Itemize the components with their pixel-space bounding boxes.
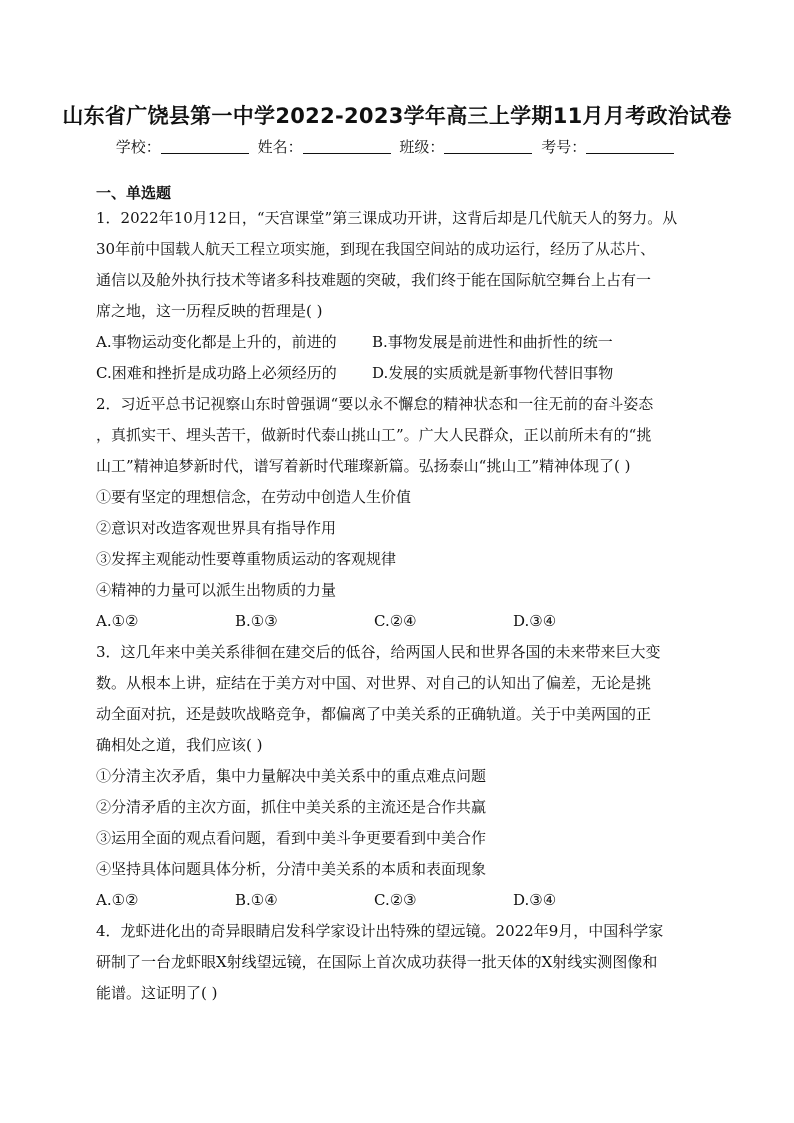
- option-d[interactable]: D.发展的实质就是新事物代替旧事物: [372, 364, 614, 382]
- option-a[interactable]: A.①②: [96, 891, 139, 909]
- statement: ①分清主次矛盾，集中力量解决中美关系中的重点难点问题: [96, 767, 487, 785]
- number-field[interactable]: [586, 139, 674, 154]
- question-stem-line: ，真抓实干、埋头苦干，做新时代泰山挑山工”。广大人民群众，正以前所未有的“挑: [96, 426, 652, 444]
- question-stem-line: 通信以及舱外执行技术等诸多科技难题的突破，我们终于能在国际航空舞台上占有一: [96, 271, 652, 289]
- options-row: [96, 885, 698, 916]
- question-stem-line: 动全面对抗，还是鼓吹战略竞争，都偏离了中美关系的正确轨道。关于中美两国的正: [96, 705, 652, 723]
- question-2: [96, 389, 698, 637]
- question-list: [96, 203, 698, 1009]
- option-b[interactable]: B.事物发展是前进性和曲折性的统一: [372, 333, 613, 351]
- statement: ③发挥主观能动性要尊重物质运动的客观规律: [96, 550, 397, 568]
- student-info-row: [0, 136, 794, 157]
- options-row: [96, 358, 698, 389]
- option-a[interactable]: A.事物运动变化都是上升的，前进的: [96, 333, 337, 351]
- school-label: 学校：: [115, 138, 161, 156]
- question-stem-line: 数。从根本上讲，症结在于美方对中国、对世界、对自己的认知出了偏差，无论是挑: [96, 674, 652, 692]
- class-label: 班级：: [399, 138, 445, 156]
- statement: ②分清矛盾的主次方面，抓住中美关系的主流还是合作共赢: [96, 798, 487, 816]
- question-stem-line: 确相处之道，我们应该( ): [96, 736, 263, 754]
- option-a[interactable]: A.①②: [96, 612, 139, 630]
- option-c[interactable]: C.困难和挫折是成功路上必须经历的: [96, 364, 337, 382]
- question-stem-line: 4．龙虾进化出的奇异眼睛启发科学家设计出特殊的望远镜。2022年9月，中国科学家: [96, 922, 664, 940]
- statement: ①要有坚定的理想信念，在劳动中创造人生价值: [96, 488, 412, 506]
- option-b[interactable]: B.①④: [235, 891, 278, 909]
- question-stem-line: 能谱。这证明了( ): [96, 984, 218, 1002]
- options-row: [96, 327, 698, 358]
- name-label: 姓名：: [257, 138, 303, 156]
- question-stem-line: 山工”精神追梦新时代，谱写着新时代璀璨新篇。弘扬泰山“挑山工”精神体现了( ): [96, 457, 631, 475]
- question-3: [96, 637, 698, 916]
- option-d[interactable]: D.③④: [513, 891, 557, 909]
- question-stem-line: 研制了一台龙虾眼X射线望远镜，在国际上首次成功获得一批天体的X射线实测图像和: [96, 953, 658, 971]
- question-4: [96, 916, 698, 1009]
- question-stem-line: 席之地，这一历程反映的哲理是( ): [96, 302, 323, 320]
- question-stem-line: 1．2022年10月12日，“天宫课堂”第三课成功开讲，这背后却是几代航天人的努力。从: [96, 209, 678, 227]
- question-stem-line: 2．习近平总书记视察山东时曾强调“要以永不懈怠的精神状态和一往无前的奋斗姿态: [96, 395, 654, 413]
- option-c[interactable]: C.②④: [374, 612, 417, 630]
- statement: ④精神的力量可以派生出物质的力量: [96, 581, 337, 599]
- school-field[interactable]: [161, 139, 249, 154]
- question-stem-line: 30年前中国载人航天工程立项实施，到现在我国空间站的成功运行，经历了从芯片、: [96, 240, 656, 258]
- question-1: [96, 203, 698, 389]
- options-row: [96, 606, 698, 637]
- option-d[interactable]: D.③④: [513, 612, 557, 630]
- statement: ③运用全面的观点看问题，看到中美斗争更要看到中美合作: [96, 829, 487, 847]
- section-title: 一、单选题: [96, 184, 172, 202]
- statement: ④坚持具体问题具体分析，分清中美关系的本质和表面现象: [96, 860, 487, 878]
- question-stem-line: 3．这几年来中美关系徘徊在建交后的低谷，给两国人民和世界各国的未来带来巨大变: [96, 643, 661, 661]
- number-label: 考号：: [541, 138, 587, 156]
- option-b[interactable]: B.①③: [235, 612, 278, 630]
- class-field[interactable]: [444, 139, 532, 154]
- statement: ②意识对改造客观世界具有指导作用: [96, 519, 337, 537]
- option-c[interactable]: C.②③: [374, 891, 417, 909]
- name-field[interactable]: [303, 139, 391, 154]
- page-title: 山东省广饶县第一中学2022-2023学年高三上学期11月月考政治试卷: [62, 104, 732, 128]
